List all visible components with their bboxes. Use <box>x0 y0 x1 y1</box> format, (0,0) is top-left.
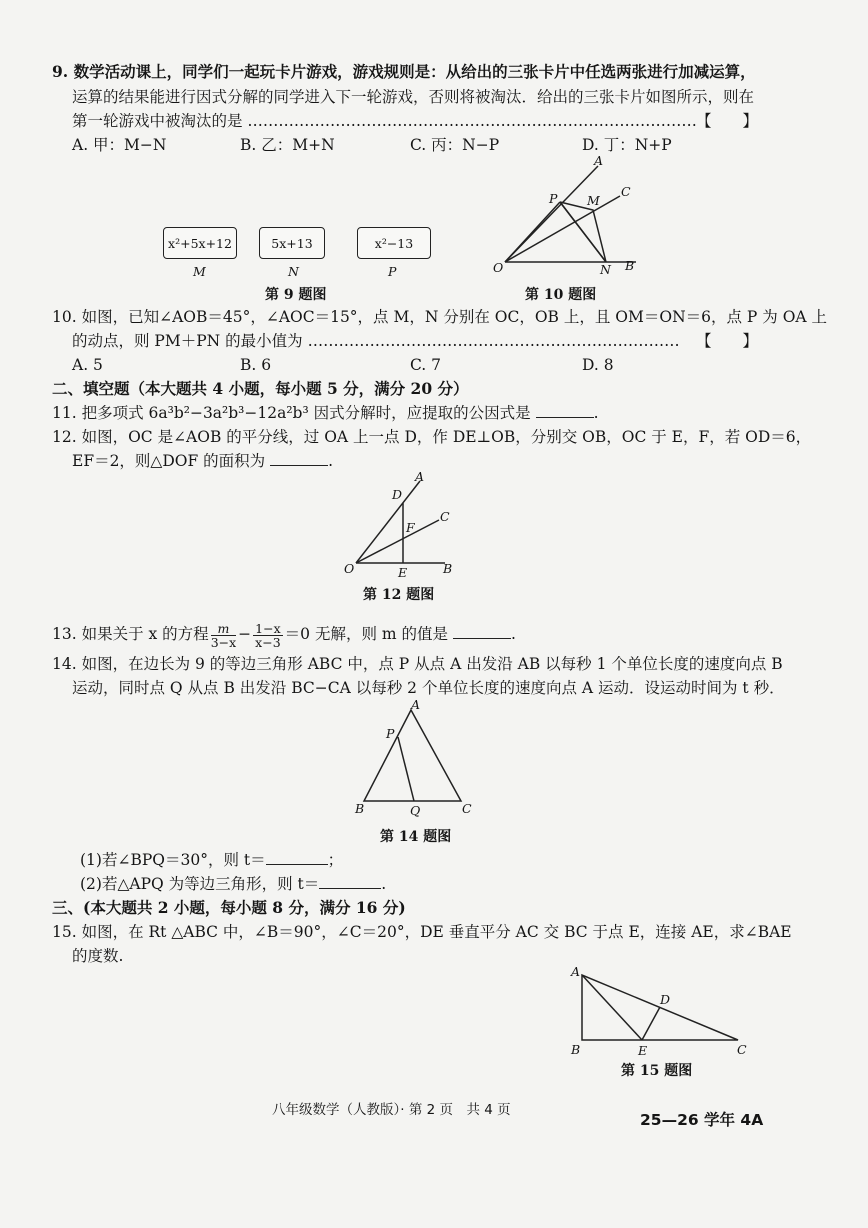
section2-heading: 二、填空题（本大题共 4 小题，每小题 5 分，满分 20 分） <box>52 379 469 398</box>
section3-heading: 三、(本大题共 2 小题，每小题 8 分，满分 16 分) <box>52 898 406 917</box>
fig10-label-m: M <box>587 193 600 208</box>
q10-line2: 的动点，则 PM＋PN 的最小值为 ……………………………………………………………… <box>72 332 680 350</box>
q12-end: . <box>328 452 334 470</box>
q9-option-a: A. 甲：M−N <box>72 136 167 154</box>
fig12-label-e: E <box>398 565 408 580</box>
fig15-caption: 第 15 题图 <box>621 1063 693 1079</box>
q9-line1: 9. 数学活动课上，同学们一起玩卡片游戏，游戏规则是：从给出的三张卡片中任选两张进行加减运算， <box>52 62 756 81</box>
card-p-name: P <box>388 264 397 279</box>
fig15-label-d: D <box>660 992 671 1007</box>
q14-line1: 14. 如图，在边长为 9 的等边三角形 ABC 中，点 P 从点 A 出发沿 AB 以每秒 1 个单位长度的速度向点 B <box>52 655 783 673</box>
q12-line1: 12. 如图，OC 是∠AOB 的平分线，过 OA 上一点 D，作 DE⊥OB，分别交 OB，OC 于 E，F，若 OD＝6， <box>52 428 812 446</box>
fig10-label-c: C <box>621 184 631 199</box>
fig10-label-p: P <box>549 191 558 206</box>
q13-pre: 13. 如果关于 x 的方程 <box>52 625 209 643</box>
fig9-caption: 第 9 题图 <box>265 287 327 303</box>
fig10-label-n: N <box>600 262 611 277</box>
q13-post: ＝0 无解，则 m 的值是 <box>284 625 448 643</box>
q9-line2: 运算的结果能进行因式分解的同学进入下一轮游戏，否则将被淘汰．给出的三张卡片如图所示，则在 <box>72 88 755 106</box>
q13-minus: − <box>238 625 252 643</box>
fig14-label-b: B <box>355 801 365 816</box>
footer-page-info: 八年级数学（人教版）· 第 2 页 共 4 页 <box>272 1102 511 1118</box>
card-p-expr: x²−13 <box>374 235 414 251</box>
fig14-caption: 第 14 题图 <box>380 829 452 845</box>
q10-line1: 10. 如图，已知∠AOB＝45°，∠AOC＝15°，点 M，N 分别在 OC，OB 上，且 OM＝ON＝6，点 P 为 OA 上 <box>52 308 828 326</box>
q9-option-c: C. 丙：N−P <box>410 136 500 154</box>
card-n-name: N <box>288 264 299 279</box>
q13-f1-den: 3−x <box>210 634 237 650</box>
card-m-name: M <box>193 264 206 279</box>
q15-line2: 的度数. <box>72 947 124 965</box>
q10-option-a: A. 5 <box>72 356 103 374</box>
q15-line1: 15. 如图，在 Rt △ABC 中，∠B＝90°，∠C＝20°，DE 垂直平分 AC 交 BC 于点 E，连接 AE，求∠BAE <box>52 923 792 941</box>
fig12-label-a: A <box>415 469 425 484</box>
fig10-label-a: A <box>594 153 604 168</box>
fig14-label-a: A <box>411 697 421 712</box>
q10-option-b: B. 6 <box>240 356 272 374</box>
q14-sub1-text: (1)若∠BPQ＝30°，则 t＝ <box>80 851 266 869</box>
fig10-caption: 第 10 题图 <box>525 287 597 303</box>
q13-end: . <box>510 625 516 643</box>
fig15-label-a: A <box>571 964 581 979</box>
q13-f2-num: 1−x <box>255 620 281 636</box>
q14-sub2-text: (2)若△APQ 为等边三角形，则 t＝ <box>80 875 320 893</box>
q14-line2: 运动，同时点 Q 从点 B 出发沿 BC−CA 以每秒 2 个单位长度的速度向点 A 运动．设运动时间为 t 秒． <box>72 679 785 697</box>
fig15-label-e: E <box>638 1043 648 1058</box>
q9-option-b: B. 乙：M+N <box>240 136 335 154</box>
q11-question: 11. 把多项式 6a³b²−3a²b³−12a²b³ 因式分解时，应提取的公因式是 <box>52 404 531 422</box>
q10-option-d: D. 8 <box>582 356 614 374</box>
q10-answer-bracket: 【 】 <box>696 332 759 350</box>
fig12-label-o: O <box>344 561 355 576</box>
fig12-label-d: D <box>392 487 403 502</box>
q13-f1-num: m <box>211 622 236 636</box>
fig15-label-b: B <box>571 1042 581 1057</box>
fig14-label-q: Q <box>410 803 421 818</box>
q9-answer-bracket: 【 】 <box>696 112 759 130</box>
fig14-label-p: P <box>386 726 395 741</box>
fig12-caption: 第 12 题图 <box>363 587 435 603</box>
q14-sub2-end: . <box>381 875 387 893</box>
q10-option-c: C. 7 <box>410 356 442 374</box>
q9-option-d: D. 丁：N+P <box>582 136 672 154</box>
q11-end: . <box>593 404 599 422</box>
q12-question: EF＝2，则△DOF 的面积为 <box>72 452 266 470</box>
fig10-label-b: B <box>625 258 635 273</box>
card-n-expr: 5x+13 <box>271 235 313 251</box>
footer-code: 25—26 学年 4A <box>640 1111 764 1129</box>
q13-f2-den: x−3 <box>255 634 281 650</box>
fig12-label-c: C <box>440 509 450 524</box>
fig12-label-f: F <box>406 520 415 535</box>
fig15-label-c: C <box>737 1042 747 1057</box>
q14-sub1-end: ； <box>327 851 344 869</box>
fig14-label-c: C <box>462 801 472 816</box>
card-m-expr: x²+5x+12 <box>168 235 232 251</box>
fig10-label-o: O <box>493 260 504 275</box>
q9-line3: 第一轮游戏中被淘汰的是 …………………………………………………………………………… <box>72 112 697 130</box>
fig12-label-b: B <box>443 561 453 576</box>
